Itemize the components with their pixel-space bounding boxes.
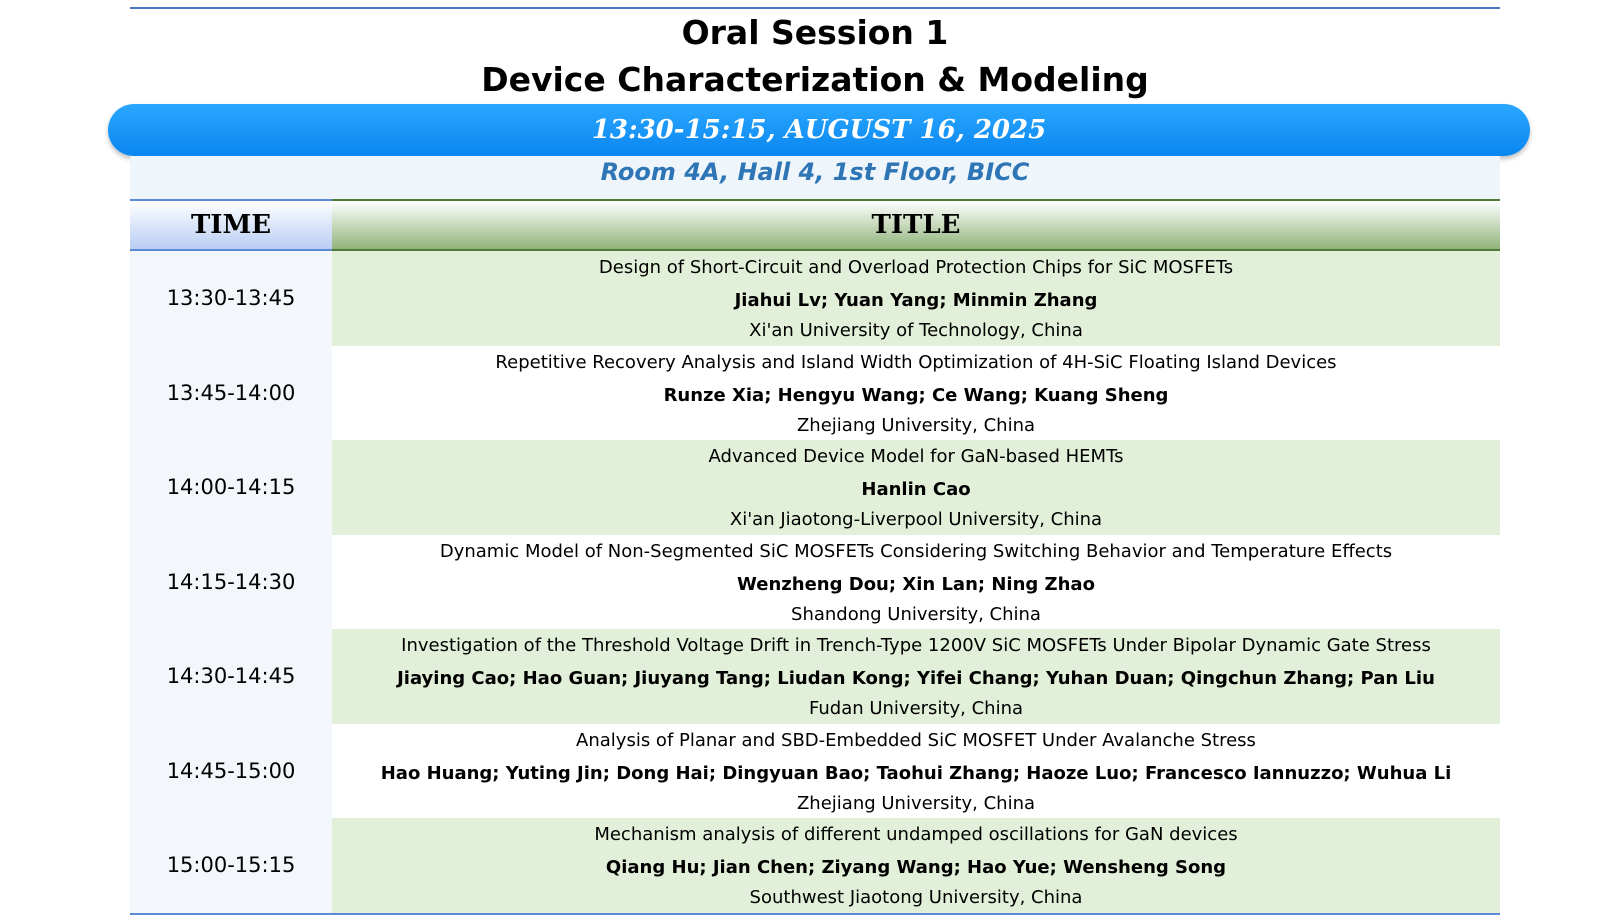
- talk-cell: [332, 440, 1500, 535]
- room-location: Room 4A, Hall 4, 1st Floor, BICC: [600, 158, 1030, 186]
- schedule-body: [130, 250, 1500, 914]
- talk-time: 14:30-14:45: [130, 629, 332, 724]
- date-banner: 13:30-15:15, AUGUST 16, 2025: [108, 104, 1530, 156]
- talk-title: Dynamic Model of Non-Segmented SiC MOSFETs Considering Switching Behavior and Temperature Effects: [439, 540, 1393, 562]
- talk-affiliation: Zhejiang University, China: [796, 792, 1036, 814]
- talk-time: 14:45-15:00: [130, 724, 332, 819]
- table-header-row: [130, 200, 1500, 250]
- talk-authors: Jiaying Cao; Hao Guan; Jiuyang Tang; Liudan Kong; Yifei Chang; Yuhan Duan; Qingchun Zhang; Pan Liu: [397, 668, 1435, 690]
- session-title: Oral Session 1: [681, 13, 949, 52]
- table-row: [130, 346, 1500, 441]
- talk-authors: Qiang Hu; Jian Chen; Ziyang Wang; Hao Yue; Wensheng Song: [605, 857, 1227, 879]
- schedule-table: [130, 199, 1500, 915]
- talk-cell: [332, 346, 1500, 441]
- time-column-header: TIME: [130, 200, 332, 250]
- talk-cell: [332, 535, 1500, 630]
- talk-cell: [332, 818, 1500, 914]
- talk-title: Advanced Device Model for GaN-based HEMTs: [708, 446, 1124, 468]
- table-row: [130, 440, 1500, 535]
- table-row: [130, 535, 1500, 630]
- talk-title: Analysis of Planar and SBD-Embedded SiC MOSFET Under Avalanche Stress: [576, 729, 1256, 751]
- table-row: [130, 629, 1500, 724]
- talk-title: Mechanism analysis of different undamped oscillations for GaN devices: [594, 824, 1238, 846]
- talk-affiliation: Shandong University, China: [791, 603, 1041, 625]
- talk-time: 13:45-14:00: [130, 346, 332, 441]
- talk-time: 14:00-14:15: [130, 440, 332, 535]
- talk-cell: [332, 250, 1500, 346]
- talk-authors: Hanlin Cao: [861, 479, 971, 501]
- talk-affiliation: Xi'an University of Technology, China: [749, 320, 1083, 342]
- title-column-header: TITLE: [332, 200, 1500, 250]
- talk-authors: Wenzheng Dou; Xin Lan; Ning Zhao: [737, 573, 1095, 595]
- talk-authors: Hao Huang; Yuting Jin; Dong Hai; Dingyuan Bao; Taohui Zhang; Haoze Luo; Francesco Iannuzzo; Wuhua Li: [380, 762, 1452, 784]
- talk-time: 15:00-15:15: [130, 818, 332, 914]
- talk-title: Investigation of the Threshold Voltage Drift in Trench-Type 1200V SiC MOSFETs Under Bipolar Dynamic Gate Stress: [401, 635, 1431, 657]
- talk-authors: Runze Xia; Hengyu Wang; Ce Wang; Kuang Sheng: [663, 384, 1169, 406]
- session-topic: Device Characterization & Modeling: [481, 60, 1149, 99]
- talk-affiliation: Southwest Jiaotong University, China: [749, 887, 1083, 909]
- table-row: [130, 250, 1500, 346]
- top-rule: [130, 7, 1500, 9]
- talk-time: 14:15-14:30: [130, 535, 332, 630]
- talk-cell: [332, 629, 1500, 724]
- talk-affiliation: Fudan University, China: [808, 698, 1024, 720]
- talk-cell: [332, 724, 1500, 819]
- table-row: [130, 818, 1500, 914]
- talk-title: Design of Short-Circuit and Overload Protection Chips for SiC MOSFETs: [598, 257, 1234, 279]
- talk-time: 13:30-13:45: [130, 250, 332, 346]
- talk-authors: Jiahui Lv; Yuan Yang; Minmin Zhang: [734, 290, 1098, 312]
- table-row: [130, 724, 1500, 819]
- talk-affiliation: Zhejiang University, China: [796, 414, 1036, 436]
- talk-title: Repetitive Recovery Analysis and Island Width Optimization of 4H-SiC Floating Island Devices: [495, 351, 1337, 373]
- talk-affiliation: Xi'an Jiaotong-Liverpool University, China: [729, 509, 1103, 531]
